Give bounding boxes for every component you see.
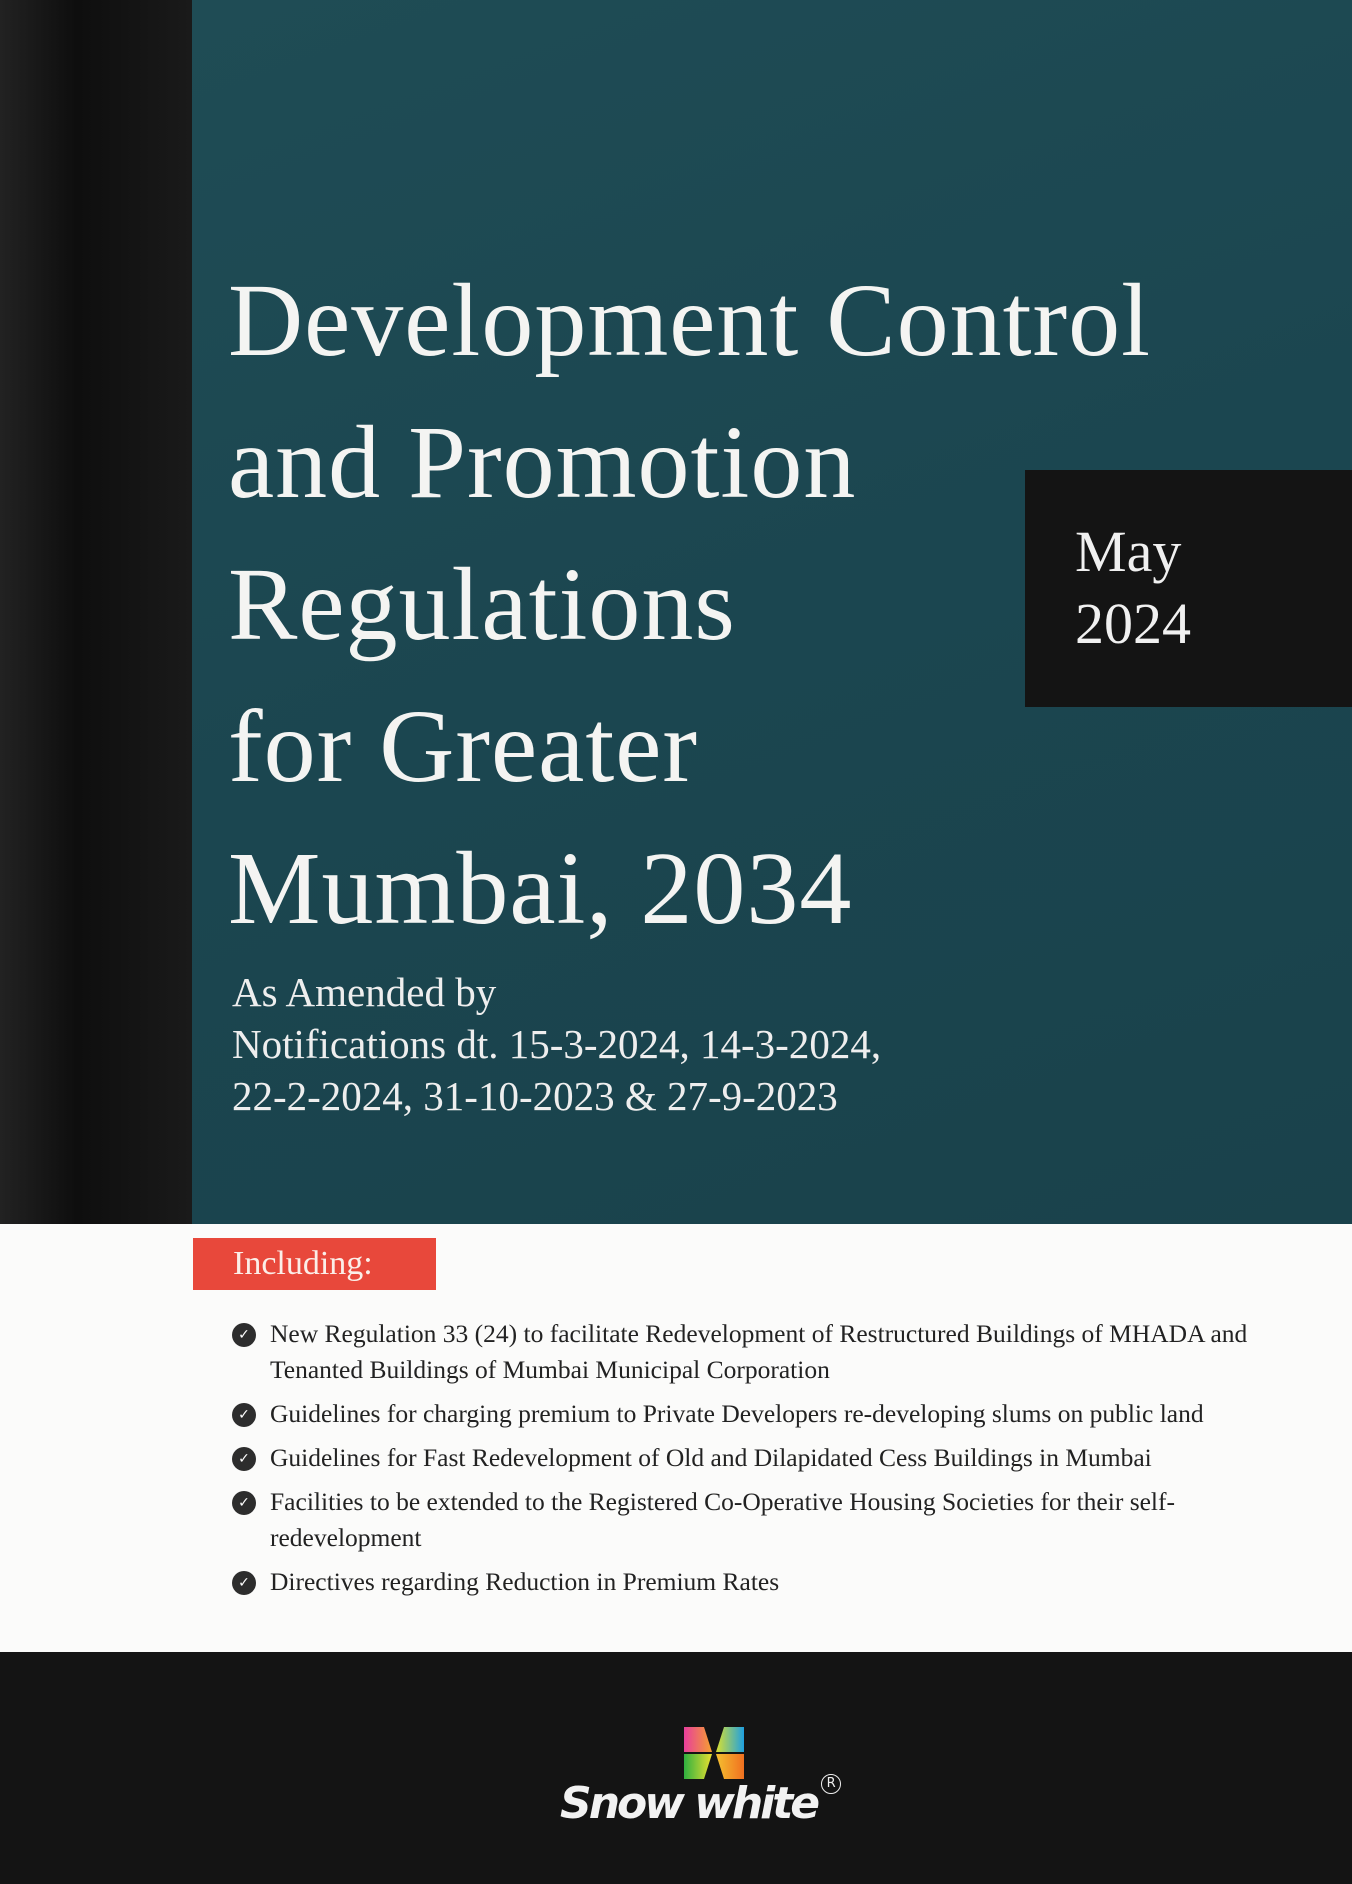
publisher-logo-icon bbox=[684, 1727, 744, 1779]
subtitle-line: Notifications dt. 15-3-2024, 14-3-2024, bbox=[232, 1021, 882, 1067]
check-circle-icon: ✓ bbox=[232, 1403, 256, 1427]
edition-date-box bbox=[1025, 470, 1352, 707]
check-circle-icon: ✓ bbox=[232, 1491, 256, 1515]
title-line: Mumbai, 2034 bbox=[228, 831, 853, 946]
title-line: and Promotion bbox=[228, 405, 857, 520]
subtitle-line: As Amended by bbox=[232, 969, 497, 1015]
list-item-text: Facilities to be extended to the Registered Co-Operative Housing Societies for their self-redevelopment bbox=[270, 1487, 1176, 1552]
list-item-text: Guidelines for charging premium to Private Developers re-developing slums on public land bbox=[270, 1399, 1204, 1428]
list-item-text: Directives regarding Reduction in Premium Rates bbox=[270, 1567, 780, 1596]
list-item bbox=[232, 1484, 1312, 1556]
list-item bbox=[232, 1396, 1312, 1432]
list-item bbox=[232, 1316, 1312, 1388]
list-item-text: Guidelines for Fast Redevelopment of Old and Dilapidated Cess Buildings in Mumbai bbox=[270, 1443, 1152, 1472]
publisher-wordmark bbox=[560, 1776, 841, 1832]
features-list bbox=[232, 1316, 1312, 1608]
subtitle-line: 22-2-2024, 31-10-2023 & 27-9-2023 bbox=[232, 1073, 838, 1119]
edition-month: May bbox=[1075, 519, 1182, 584]
list-item bbox=[232, 1440, 1312, 1476]
book-title bbox=[228, 250, 1151, 960]
list-item-text: New Regulation 33 (24) to facilitate Redevelopment of Restructured Buildings of MHADA and Tenanted Buildings of Mumbai Municipal Corporation bbox=[270, 1319, 1248, 1384]
cover-bottom-band bbox=[0, 1652, 1352, 1884]
title-line: for Greater bbox=[228, 689, 699, 804]
registered-mark: R bbox=[821, 1774, 841, 1794]
publisher-name: Snow white bbox=[560, 1778, 818, 1829]
title-line: Development Control bbox=[228, 263, 1152, 378]
check-circle-icon: ✓ bbox=[232, 1323, 256, 1347]
title-line: Regulations bbox=[228, 547, 736, 662]
amendment-subtitle bbox=[232, 966, 881, 1122]
edition-year: 2024 bbox=[1075, 591, 1191, 656]
check-circle-icon: ✓ bbox=[232, 1571, 256, 1595]
including-label: Including: bbox=[193, 1238, 436, 1290]
list-item bbox=[232, 1564, 1312, 1600]
check-circle-icon: ✓ bbox=[232, 1447, 256, 1471]
